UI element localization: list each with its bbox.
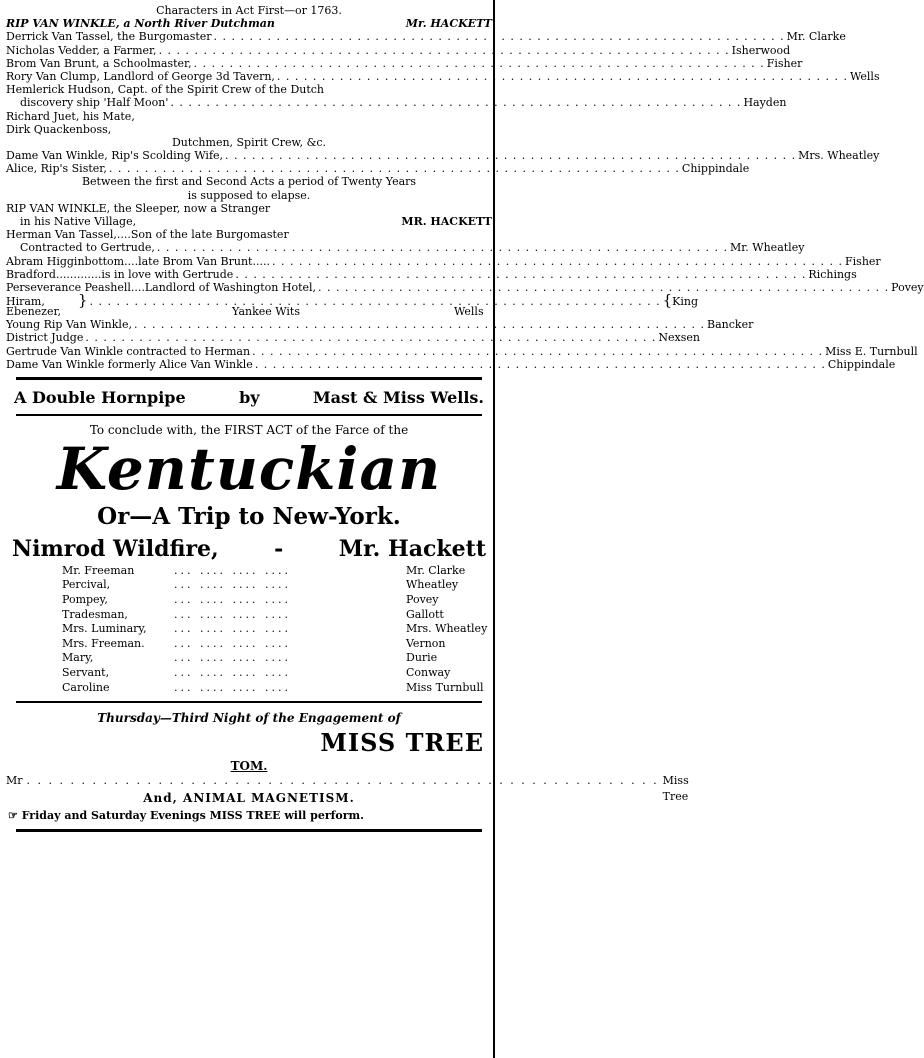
leader-dots: . . . . . . . . . . . . . . . . . . . . . . . . . . . . . . . . . . . . . . . . . . . . . . . . . . . . . . . . . . . . . . . . xyxy=(108,162,680,176)
act2-cast-actor: Fisher xyxy=(845,254,881,268)
act2-cast-list xyxy=(6,228,924,294)
act2-cast-actor: Mr. Wheatley xyxy=(729,241,805,255)
kentuckian-role: Servant, xyxy=(62,666,110,680)
kentuckian-role: Percival, xyxy=(62,578,111,592)
leader-dots: ... .... .... .... xyxy=(174,563,291,577)
act2b-cast-role: Dame Van Winkle formerly Alice Van Winkle xyxy=(6,357,253,371)
leader-dots: . . . . . . . . . . . . . . . . . . . . . . . . . . . . . . . . . . . . . . . . . . . . . . . . . . . . . . . . . . . . . . . . xyxy=(225,149,797,163)
leader-dots: ... .... .... .... xyxy=(174,651,291,665)
friday-notice: ☞ Friday and Saturday Evenings MISS TREE will perform. xyxy=(8,809,364,823)
act1-cast-role: Dirk Quackenboss, xyxy=(6,122,112,136)
between-acts-line-1: Between the first and Second Acts a period of Twenty Years xyxy=(81,175,417,189)
sleeper-role: in his Native Village, xyxy=(20,215,137,228)
act1-cast-row xyxy=(6,110,492,123)
sleeper-line-1: RIP VAN WINKLE, the Sleeper, now a Stranger xyxy=(6,201,271,215)
leader-dots: ... .... .... .... xyxy=(174,636,291,650)
mr-actor: Miss Tree xyxy=(662,774,689,804)
act2-cast-role: Contracted to Gertrude, xyxy=(20,241,155,255)
act1-cast-actor: Fisher xyxy=(766,56,803,70)
act2b-cast-list xyxy=(6,318,918,371)
kentuckian-role: Caroline xyxy=(62,680,110,694)
kentuckian-cast-row xyxy=(6,578,492,593)
king-actor: King xyxy=(672,295,699,309)
kentuckian-actor: Vernon xyxy=(406,636,446,650)
act1-cast-actor: Wells xyxy=(850,69,880,83)
leader-dots: . . . . . . . . . . . . . . . . . . . . . . . . . . . . . . . . . . . . . . . . . . . . . . . . . . . . . . . . . . . . . . . . xyxy=(318,280,890,294)
leader-dots: ... .... .... .... xyxy=(174,607,291,621)
wells-actor: Wells xyxy=(454,305,484,319)
sleeper-actor: MR. HACKETT xyxy=(401,215,492,228)
nimrod-actor: Mr. Hackett xyxy=(338,535,486,562)
act1b-cast-row xyxy=(6,162,750,176)
act1b-cast-role: Dame Van Winkle, Rip's Scolding Wife, xyxy=(6,149,224,163)
kentuckian-cast-row xyxy=(6,681,492,696)
hornpipe-performers: Mast & Miss Wells. xyxy=(312,387,484,407)
act2b-cast-row xyxy=(6,344,918,358)
act1b-cast-role: Alice, Rip's Sister, xyxy=(6,162,107,176)
act2-cast-actor: Richings xyxy=(808,267,857,281)
kentuckian-actor: Mr. Clarke xyxy=(406,563,466,577)
act1-cast-role: Nicholas Vedder, a Farmer, xyxy=(6,43,157,57)
act2-cast-role: Herman Van Tassel,....Son of the late Burgomaster xyxy=(6,228,289,242)
nimrod-line xyxy=(6,534,492,564)
act2-cast-role: Perseverance Peashell....Landlord of Washington Hotel, xyxy=(6,280,317,294)
left-brace-icon: } xyxy=(78,291,88,310)
act2b-cast-row xyxy=(6,331,700,345)
rip-actor: Mr. HACKETT xyxy=(405,17,492,31)
act1-heading: Characters in Act First—or 1763. xyxy=(156,4,342,17)
rip-line xyxy=(6,17,492,30)
act1-cast-actor: Hayden xyxy=(743,96,787,110)
nimrod-dash: - xyxy=(274,535,284,562)
leader-dots: . . . . . . . . . . . . . . . . . . . . . . . . . . . . . . . . . . . . . . . . . . . . . . . . . . . . . . . . . . . . . . . . xyxy=(235,267,807,281)
leader-dots: . . . . . . . . . . . . . . . . . . . . . . . . . . . . . . . . . . . . . . . . . . . . . . . . . . . . . . . . . . . . . . . . xyxy=(170,96,742,110)
yankee-row-2 xyxy=(6,306,492,318)
divider xyxy=(16,701,482,703)
ebenezer-role: Ebenezer, xyxy=(6,305,62,319)
hornpipe-line xyxy=(6,386,492,410)
kentuckian-role: Tradesman, xyxy=(62,607,128,621)
leader-dots: . . . . . . . . . . . . . . . . . . . . . . . . . . . . . . . . . . . . . . . . . . . . . . . . . . . . . . . . . . . . . . . . xyxy=(254,357,826,371)
kentuckian-actor: Durie xyxy=(406,651,438,665)
kentuckian-cast-row xyxy=(6,564,492,579)
act1b-cast-actor: Mrs. Wheatley xyxy=(798,149,880,163)
act2b-cast-actor: Nexsen xyxy=(658,331,700,345)
act2-cast-row xyxy=(6,267,857,281)
yankee-dots: . . . . . . . . . . . . . . . . . . . . . . . . . . . . . . . . . . . . . . . . . . . . . . . . . . . . . . . . . . . . . . . . xyxy=(89,295,661,309)
leader-dots: . . . . . . . . . . . . . . . . . . . . . . . . . . . . . . . . . . . . . . . . . . . . . . . . . . . . . . . . . . . . . . . . xyxy=(276,69,848,83)
leader-dots: . . . . . . . . . . . . . . . . . . . . . . . . . . . . . . . . . . . . . . . . . . . . . . . . . . . . . . . . . . . . . . . . xyxy=(252,344,824,358)
leader-dots: . . . . . . . . . . . . . . . . . . . . . . . . . . . . . . . . . . . . . . . . . . . . . . . . . . . . . . . . . . . . . . . . xyxy=(271,254,844,268)
divider xyxy=(16,414,482,416)
act1-cast-role: discovery ship 'Half Moon' xyxy=(20,96,169,110)
rip-role: RIP VAN WINKLE, a North River Dutchman xyxy=(6,17,275,31)
act1-cast-row xyxy=(6,83,492,96)
leader-dots: . . . . . . . . . . . . . . . . . . . . . . . . . . . . . . . . . . . . . . . . . . . . . . . . . . . . . . . . . . . . . . . . xyxy=(158,43,730,57)
act2-cast-row xyxy=(6,228,492,241)
act2b-cast-row xyxy=(6,318,754,332)
divider xyxy=(16,377,482,380)
act1-cast-actor: Mr. Clarke xyxy=(786,30,846,44)
hiram-role: Hiram, xyxy=(6,295,45,309)
act1b-cast-list xyxy=(6,149,880,176)
kentuckian-actor: Miss Turnbull xyxy=(406,680,484,694)
act2b-cast-actor: Miss E. Turnbull xyxy=(825,344,918,358)
kentuckian-cast-row xyxy=(6,608,492,623)
act2b-cast-role: Young Rip Van Winkle, xyxy=(6,318,132,332)
act1-cast-role: Hemlerick Hudson, Capt. of the Spirit Crew of the Dutch xyxy=(6,83,325,97)
leader-dots: ... .... .... .... xyxy=(174,622,291,636)
yankee-wits: Yankee Wits xyxy=(232,305,300,319)
playbill xyxy=(6,4,924,838)
leader-dots: . . . . . . . . . . . . . . . . . . . . . . . . . . . . . . . . . . . . . . . . . . . . . . . . . . . . . . . . . . . . . . . . xyxy=(85,331,657,345)
act1-cast-role: Derrick Van Tassel, the Burgomaster xyxy=(6,30,212,44)
tom-heading: TOM. xyxy=(230,759,268,774)
act1-cast-row xyxy=(6,56,803,70)
between-acts-line-2: is supposed to elapse. xyxy=(187,188,311,202)
kentuckian-cast-row xyxy=(6,637,492,652)
act1-cast-row xyxy=(6,43,791,57)
act1-cast-row xyxy=(6,96,787,110)
kentuckian-cast-row xyxy=(6,622,492,637)
mr-line: Mr . . . . . . . . . . . . . . . . . . . . . . . . . . . . . . . . . . . . . . . . . . . . . . . . . . . . . . . . . . Miss Tree xyxy=(6,774,689,804)
act1b-cast-row xyxy=(6,149,880,163)
conclude-line: To conclude with, the FIRST ACT of the Farce of the xyxy=(89,422,409,437)
kentuckian-role: Mrs. Freeman. xyxy=(62,636,145,650)
act1-cast-list xyxy=(6,30,880,136)
kentuckian-actor: Mrs. Wheatley xyxy=(406,622,488,636)
leader-dots: . . . . . . . . . . . . . . . . . . . . . . . . . . . . . . . . . . . . . . . . . . . . . . . . . . . . . . . . . . . . . . . . xyxy=(193,56,765,70)
act2-cast-row xyxy=(6,254,881,268)
act2b-cast-actor: Chippindale xyxy=(827,357,896,371)
kentuckian-role: Mrs. Luminary, xyxy=(62,622,147,636)
animal-magnetism-line: And, ANIMAL MAGNETISM. xyxy=(143,791,355,806)
act2b-cast-role: Gertrude Van Winkle contracted to Herman xyxy=(6,344,251,358)
hornpipe-title: A Double Hornpipe xyxy=(14,387,186,407)
mr-role: Mr xyxy=(6,774,23,788)
act1-cast-row xyxy=(6,123,492,136)
leader-dots: ... .... .... .... xyxy=(174,680,291,694)
kentuckian-role: Mr. Freeman xyxy=(62,563,135,577)
kentuckian-actor: Wheatley xyxy=(406,578,459,592)
nimrod-role: Nimrod Wildfire, xyxy=(12,535,219,562)
farce-subtitle: Or—A Trip to New-York. xyxy=(97,502,401,530)
act2b-cast-role: District Judge xyxy=(6,331,84,345)
act2-cast-actor: Povey xyxy=(891,280,924,294)
spirit-crew-line: Dutchmen, Spirit Crew, &c. xyxy=(171,135,327,149)
kentuckian-role: Mary, xyxy=(62,651,94,665)
kentuckian-actor: Povey xyxy=(406,593,439,607)
miss-tree-heading: MISS TREE xyxy=(320,728,484,758)
act2-cast-row xyxy=(6,241,805,255)
kentuckian-cast-list xyxy=(6,564,492,695)
leader-dots: . . . . . . . . . . . . . . . . . . . . . . . . . . . . . . . . . . . . . . . . . . . . . . . . . . . . . . . . . . . . . . . . xyxy=(156,241,728,255)
act1-cast-role: Rory Van Clump, Landlord of George 3d Tavern, xyxy=(6,69,275,83)
bottom-rule xyxy=(16,829,482,832)
act1-cast-row xyxy=(6,30,846,44)
leader-dots: ... .... .... .... xyxy=(174,578,291,592)
thursday-line: Thursday—Third Night of the Engagement of xyxy=(97,711,401,726)
act1b-cast-actor: Chippindale xyxy=(681,162,750,176)
act1-cast-actor: Isherwood xyxy=(731,43,791,57)
leader-dots: ... .... .... .... xyxy=(174,593,291,607)
kentuckian-role: Pompey, xyxy=(62,593,108,607)
kentuckian-cast-row xyxy=(6,651,492,666)
sleeper-line-2 xyxy=(6,215,492,228)
act1-cast-row xyxy=(6,69,880,83)
act1-cast-role: Brom Van Brunt, a Schoolmaster, xyxy=(6,56,192,70)
leader-dots: . . . . . . . . . . . . . . . . . . . . . . . . . . . . . . . . . . . . . . . . . . . . . . . . . . . . . . . . . . . . . . . . xyxy=(213,30,785,44)
kentuckian-actor: Gallott xyxy=(406,607,444,621)
leader-dots: . . . . . . . . . . . . . . . . . . . . . . . . . . . . . . . . . . . . . . . . . . . . . . . . . . . . . . . . . . . . . . . . xyxy=(133,318,706,332)
kentuckian-actor: Conway xyxy=(406,666,451,680)
farce-title: Kentuckian xyxy=(56,434,442,503)
act2b-cast-row xyxy=(6,357,896,371)
kentuckian-cast-row xyxy=(6,666,492,681)
act2b-cast-actor: Bancker xyxy=(707,318,754,332)
right-brace-icon: { xyxy=(662,291,673,310)
hornpipe-by: by xyxy=(239,387,260,407)
act2-cast-role: Abram Higginbottom....late Brom Van Brunt..... xyxy=(6,254,270,268)
leader-dots: ... .... .... .... xyxy=(174,666,291,680)
act2-cast-role: Bradford.............is in love with Gertrude xyxy=(6,267,234,281)
act1-cast-role: Richard Juet, his Mate, xyxy=(6,109,135,123)
kentuckian-cast-row xyxy=(6,593,492,608)
